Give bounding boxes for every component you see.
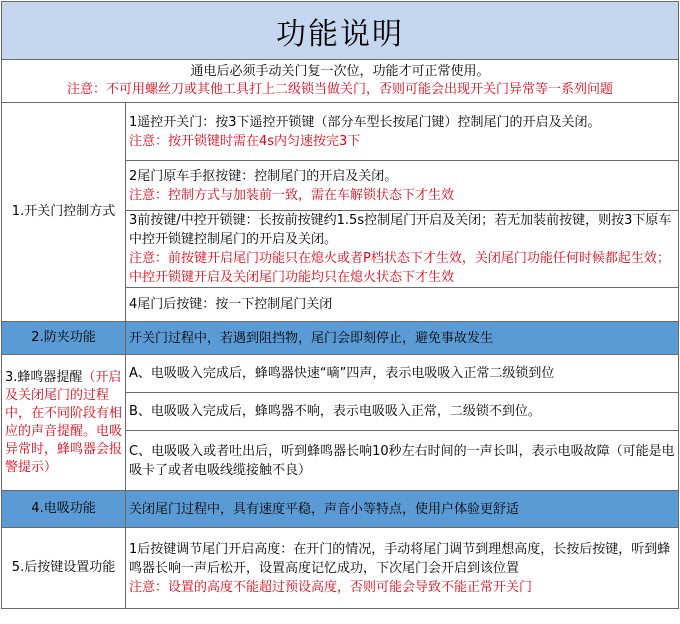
buzzer-label-note: （开启及关闭尾门的过程中，在不同阶段有相应的声音提醒。电吸异常时，蜂鸣器会报警提示）	[5, 370, 123, 475]
section-anti-pinch	[2, 322, 678, 355]
item-text: 关闭尾门过程中，具有速度平稳，声音小等特点，使用户体验更舒适	[129, 501, 520, 517]
function-description-table	[1, 1, 679, 609]
section-label-buzzer	[2, 355, 126, 490]
section-rear-button-setting	[2, 528, 678, 608]
intro-note: 注意：不可用螺丝刀或其他工具打上二级锁当做关门，否则可能会出现开关门异常等一系列问题	[66, 82, 613, 97]
item-text: 2尾门原车手抠按键：控制尾门的开启及关闭。	[129, 168, 398, 184]
section-door-control	[2, 103, 678, 322]
rear-button-setting-text	[126, 528, 678, 608]
item-text: C、电吸吸入或者吐出后，听到蜂鸣器长响10秒左右时间的一声长叫，表示电吸故障（可能是电吸卡了或者电吸线缆接触不良）	[129, 443, 675, 478]
section-label-rear-button-setting: 5.后按键设置功能	[2, 528, 126, 608]
page-title: 功能说明	[2, 2, 678, 60]
item-note: 注意：前按键开启尾门功能只在熄火或者P档状态下才生效，关闭尾门功能任何时候都起生效；中控开锁键开启及关闭尾门功能均只在熄火状态下才生效	[129, 251, 670, 285]
section-buzzer	[2, 355, 678, 491]
item-tailgate-handle	[126, 161, 678, 211]
intro-block	[2, 60, 678, 103]
item-text: B、电吸吸入完成后，蜂鸣器不响，表示电吸吸入正常，二级锁不到位。	[129, 404, 541, 419]
buzzer-item-a	[126, 355, 678, 393]
anti-pinch-text	[126, 322, 678, 354]
item-text: 1遥控开关门：按3下遥控开锁键（部分车型长按尾门键）控制尾门的开启及关闭。	[129, 114, 601, 130]
item-remote-control	[126, 103, 678, 161]
buzzer-item-b	[126, 393, 678, 431]
item-front-button	[126, 211, 678, 288]
section-label-electric-suction: 4.电吸功能	[2, 491, 126, 527]
section-label-anti-pinch: 2.防夹功能	[2, 322, 126, 354]
item-rear-button	[126, 288, 678, 321]
item-text: 4尾门后按键：按一下控制尾门关闭	[129, 297, 333, 312]
item-text: 开关门过程中，若遇到阻挡物，尾门会即刻停止，避免事故发生	[129, 330, 494, 346]
section-electric-suction	[2, 491, 678, 528]
item-note: 注意：按开锁键时需在4s内匀速按完3下	[129, 133, 361, 149]
buzzer-item-c	[126, 431, 678, 490]
intro-line: 通电后必须手动关门复一次位，功能才可正常使用。	[190, 64, 490, 79]
buzzer-label-main: 3.蜂鸣器提醒	[5, 370, 83, 385]
section-label-door-control: 1.开关门控制方式	[2, 103, 126, 321]
item-text: 3前按键/中控开锁键：长按前按键约1.5s控制尾门开启及关闭；若无加装前按键，则按3下原车中控开锁键控制尾门的开启及关闭。	[129, 213, 672, 247]
electric-suction-text	[126, 491, 678, 527]
item-text: 1后按键调节尾门开启高度：在开门的情况，手动将尾门调节到理想高度，长按后按键，听到蜂鸣器长响一声后松开，设置高度记忆成功，下次尾门会开启到该位置	[129, 541, 671, 576]
item-text: A、电吸吸入完成后，蜂鸣器快速“嘀”四声，表示电吸吸入正常二级锁到位	[129, 366, 555, 381]
item-note: 注意：控制方式与加装前一致，需在车解锁状态下才生效	[129, 187, 455, 203]
item-note: 注意：设置的高度不能超过预设高度，否则可能会导致不能正常开关门	[129, 579, 533, 595]
